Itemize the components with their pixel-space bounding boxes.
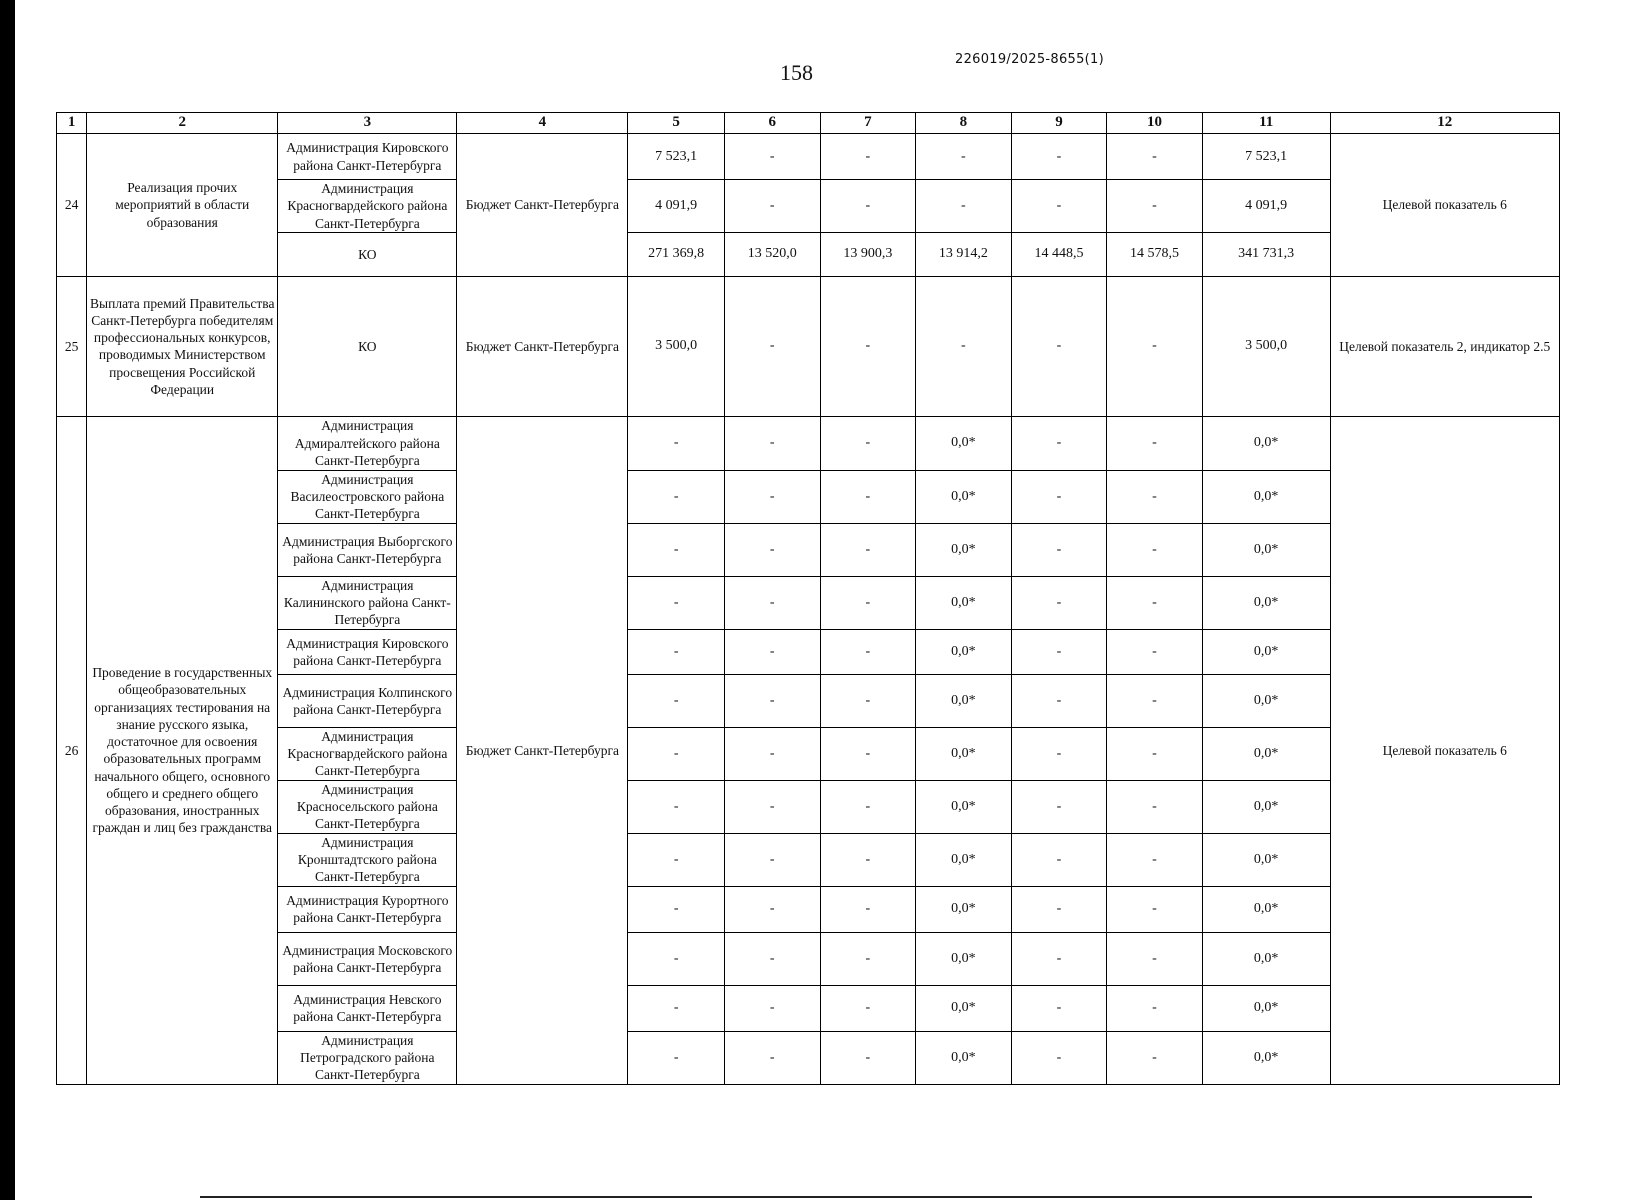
value-cell: - — [628, 985, 725, 1031]
value-cell: - — [1107, 932, 1203, 985]
value-cell: 13 900,3 — [820, 232, 916, 276]
value-cell: - — [1011, 416, 1107, 470]
value-cell: 7 523,1 — [1202, 134, 1330, 180]
value-cell: - — [1011, 833, 1107, 886]
value-cell: - — [1011, 134, 1107, 180]
scan-edge-bar — [0, 0, 15, 1200]
value-cell: - — [1011, 886, 1107, 932]
value-cell: - — [1011, 276, 1107, 416]
value-cell: 0,0* — [1202, 833, 1330, 886]
value-cell: - — [1011, 985, 1107, 1031]
value-cell: 0,0* — [1202, 1031, 1330, 1084]
activity-name: Проведение в государственных общеобразовательных организациях тестирования на знание русского языка, достаточное для освоения образовательных программ начального общего, основного общего и среднего общего образования, иностранных граждан и лиц без гражданства — [87, 416, 278, 1084]
row-number: 26 — [57, 416, 87, 1084]
value-cell: - — [628, 674, 725, 727]
value-cell: - — [1107, 416, 1203, 470]
value-cell: - — [820, 134, 916, 180]
value-cell: - — [1107, 629, 1203, 674]
value-cell: - — [1011, 932, 1107, 985]
value-cell: 0,0* — [1202, 727, 1330, 780]
value-cell: 0,0* — [1202, 576, 1330, 629]
value-cell: - — [1011, 576, 1107, 629]
value-cell: 0,0* — [916, 674, 1012, 727]
row-number: 24 — [57, 134, 87, 277]
value-cell: 0,0* — [1202, 674, 1330, 727]
table-row — [57, 134, 1560, 180]
executor-cell: Администрация Кронштадтского района Санкт-Петербурга — [278, 833, 457, 886]
column-header: 1 — [57, 113, 87, 134]
value-cell: - — [628, 576, 725, 629]
column-header: 4 — [457, 113, 628, 134]
value-cell: 0,0* — [1202, 629, 1330, 674]
value-cell: - — [820, 932, 916, 985]
bottom-rule — [200, 1196, 1532, 1198]
value-cell: - — [628, 470, 725, 523]
value-cell: - — [1011, 674, 1107, 727]
column-header: 12 — [1330, 113, 1559, 134]
funding-source: Бюджет Санкт-Петербурга — [457, 134, 628, 277]
value-cell: 3 500,0 — [1202, 276, 1330, 416]
value-cell: - — [820, 985, 916, 1031]
executor-cell: Администрация Красногвардейского района Санкт-Петербурга — [278, 180, 457, 233]
value-cell: - — [628, 780, 725, 833]
value-cell: - — [1011, 180, 1107, 233]
value-cell: - — [1107, 833, 1203, 886]
value-cell: - — [1011, 629, 1107, 674]
value-cell: 0,0* — [1202, 985, 1330, 1031]
value-cell: - — [628, 523, 725, 576]
value-cell: 0,0* — [916, 416, 1012, 470]
value-cell: 4 091,9 — [1202, 180, 1330, 233]
value-cell: - — [820, 727, 916, 780]
value-cell: 0,0* — [916, 985, 1012, 1031]
value-cell: - — [1107, 1031, 1203, 1084]
column-header: 8 — [916, 113, 1012, 134]
value-cell: 0,0* — [916, 886, 1012, 932]
value-cell: - — [1107, 576, 1203, 629]
executor-cell: Администрация Калининского района Санкт-Петербурга — [278, 576, 457, 629]
executor-cell: Администрация Выборгского района Санкт-Петербурга — [278, 523, 457, 576]
value-cell: - — [628, 416, 725, 470]
executor-cell: Администрация Курортного района Санкт-Петербурга — [278, 886, 457, 932]
column-header: 9 — [1011, 113, 1107, 134]
value-cell: 271 369,8 — [628, 232, 725, 276]
table-row — [57, 416, 1560, 470]
value-cell: 0,0* — [1202, 780, 1330, 833]
executor-cell: Администрация Адмиралтейского района Санкт-Петербурга — [278, 416, 457, 470]
value-cell: 0,0* — [1202, 470, 1330, 523]
activity-name: Реализация прочих мероприятий в области образования — [87, 134, 278, 277]
value-cell: - — [628, 833, 725, 886]
value-cell: - — [1011, 727, 1107, 780]
value-cell: 0,0* — [916, 780, 1012, 833]
value-cell: - — [724, 470, 820, 523]
value-cell: 0,0* — [916, 470, 1012, 523]
value-cell: - — [724, 180, 820, 233]
table-row — [57, 276, 1560, 416]
target-indicator: Целевой показатель 6 — [1330, 416, 1559, 1084]
value-cell: - — [724, 523, 820, 576]
value-cell: - — [820, 523, 916, 576]
value-cell: - — [916, 180, 1012, 233]
value-cell: 0,0* — [916, 629, 1012, 674]
executor-cell: Администрация Петроградского района Санкт-Петербурга — [278, 1031, 457, 1084]
value-cell: - — [628, 932, 725, 985]
value-cell: - — [820, 629, 916, 674]
column-header: 10 — [1107, 113, 1203, 134]
value-cell: - — [1011, 780, 1107, 833]
value-cell: - — [820, 833, 916, 886]
value-cell: - — [724, 727, 820, 780]
executor-cell: Администрация Колпинского района Санкт-Петербурга — [278, 674, 457, 727]
executor-cell: Администрация Василеостровского района Санкт-Петербурга — [278, 470, 457, 523]
value-cell: 13 520,0 — [724, 232, 820, 276]
value-cell: 14 448,5 — [1011, 232, 1107, 276]
funding-source: Бюджет Санкт-Петербурга — [457, 416, 628, 1084]
executor-cell: Администрация Красногвардейского района Санкт-Петербурга — [278, 727, 457, 780]
value-cell: - — [916, 134, 1012, 180]
executor-cell: Администрация Красносельского района Санкт-Петербурга — [278, 780, 457, 833]
value-cell: - — [724, 985, 820, 1031]
activity-name: Выплата премий Правительства Санкт-Петербурга победителям профессиональных конкурсов, проводимых Министерством просвещения Российской Федерации — [87, 276, 278, 416]
value-cell: - — [1107, 523, 1203, 576]
value-cell: 0,0* — [916, 523, 1012, 576]
value-cell: 13 914,2 — [916, 232, 1012, 276]
column-header: 11 — [1202, 113, 1330, 134]
executor-cell: Администрация Кировского района Санкт-Петербурга — [278, 629, 457, 674]
page-number: 158 — [780, 60, 813, 85]
column-header: 2 — [87, 113, 278, 134]
value-cell: 0,0* — [1202, 886, 1330, 932]
value-cell: - — [820, 1031, 916, 1084]
target-indicator: Целевой показатель 6 — [1330, 134, 1559, 277]
value-cell: - — [1107, 727, 1203, 780]
value-cell: 0,0* — [1202, 932, 1330, 985]
value-cell: - — [628, 1031, 725, 1084]
value-cell: - — [628, 886, 725, 932]
program-activities-table — [56, 112, 1560, 1085]
column-header: 5 — [628, 113, 725, 134]
value-cell: - — [1107, 780, 1203, 833]
value-cell: - — [1107, 134, 1203, 180]
executor-cell: Администрация Кировского района Санкт-Петербурга — [278, 134, 457, 180]
value-cell: - — [1107, 985, 1203, 1031]
value-cell: 0,0* — [916, 576, 1012, 629]
value-cell: 3 500,0 — [628, 276, 725, 416]
value-cell: 0,0* — [916, 1031, 1012, 1084]
value-cell: 0,0* — [1202, 416, 1330, 470]
column-header: 7 — [820, 113, 916, 134]
value-cell: - — [724, 416, 820, 470]
value-cell: - — [724, 932, 820, 985]
value-cell: - — [820, 470, 916, 523]
value-cell: - — [820, 276, 916, 416]
executor-cell: КО — [278, 276, 457, 416]
value-cell: 0,0* — [916, 932, 1012, 985]
value-cell: - — [820, 576, 916, 629]
value-cell: - — [820, 180, 916, 233]
value-cell: - — [724, 576, 820, 629]
value-cell: 7 523,1 — [628, 134, 725, 180]
value-cell: - — [724, 674, 820, 727]
value-cell: - — [916, 276, 1012, 416]
value-cell: 4 091,9 — [628, 180, 725, 233]
value-cell: - — [628, 727, 725, 780]
value-cell: - — [820, 886, 916, 932]
value-cell: - — [724, 833, 820, 886]
value-cell: 14 578,5 — [1107, 232, 1203, 276]
value-cell: 341 731,3 — [1202, 232, 1330, 276]
executor-cell: Администрация Невского района Санкт-Петербурга — [278, 985, 457, 1031]
value-cell: - — [724, 134, 820, 180]
value-cell: - — [628, 629, 725, 674]
value-cell: - — [1107, 886, 1203, 932]
value-cell: - — [820, 780, 916, 833]
value-cell: - — [724, 1031, 820, 1084]
value-cell: - — [724, 276, 820, 416]
value-cell: - — [1107, 470, 1203, 523]
value-cell: - — [1107, 180, 1203, 233]
value-cell: - — [1107, 276, 1203, 416]
value-cell: - — [820, 674, 916, 727]
row-number: 25 — [57, 276, 87, 416]
header-row — [57, 113, 1560, 134]
value-cell: - — [724, 886, 820, 932]
executor-cell: КО — [278, 232, 457, 276]
value-cell: - — [1011, 470, 1107, 523]
value-cell: - — [724, 629, 820, 674]
funding-source: Бюджет Санкт-Петербурга — [457, 276, 628, 416]
executor-cell: Администрация Московского района Санкт-Петербурга — [278, 932, 457, 985]
value-cell: - — [1107, 674, 1203, 727]
target-indicator: Целевой показатель 2, индикатор 2.5 — [1330, 276, 1559, 416]
value-cell: 0,0* — [1202, 523, 1330, 576]
column-header: 6 — [724, 113, 820, 134]
value-cell: - — [1011, 523, 1107, 576]
value-cell: - — [1011, 1031, 1107, 1084]
value-cell: - — [724, 780, 820, 833]
value-cell: - — [820, 416, 916, 470]
value-cell: 0,0* — [916, 727, 1012, 780]
column-header: 3 — [278, 113, 457, 134]
value-cell: 0,0* — [916, 833, 1012, 886]
document-reference: 226019/2025-8655(1) — [955, 52, 1104, 67]
